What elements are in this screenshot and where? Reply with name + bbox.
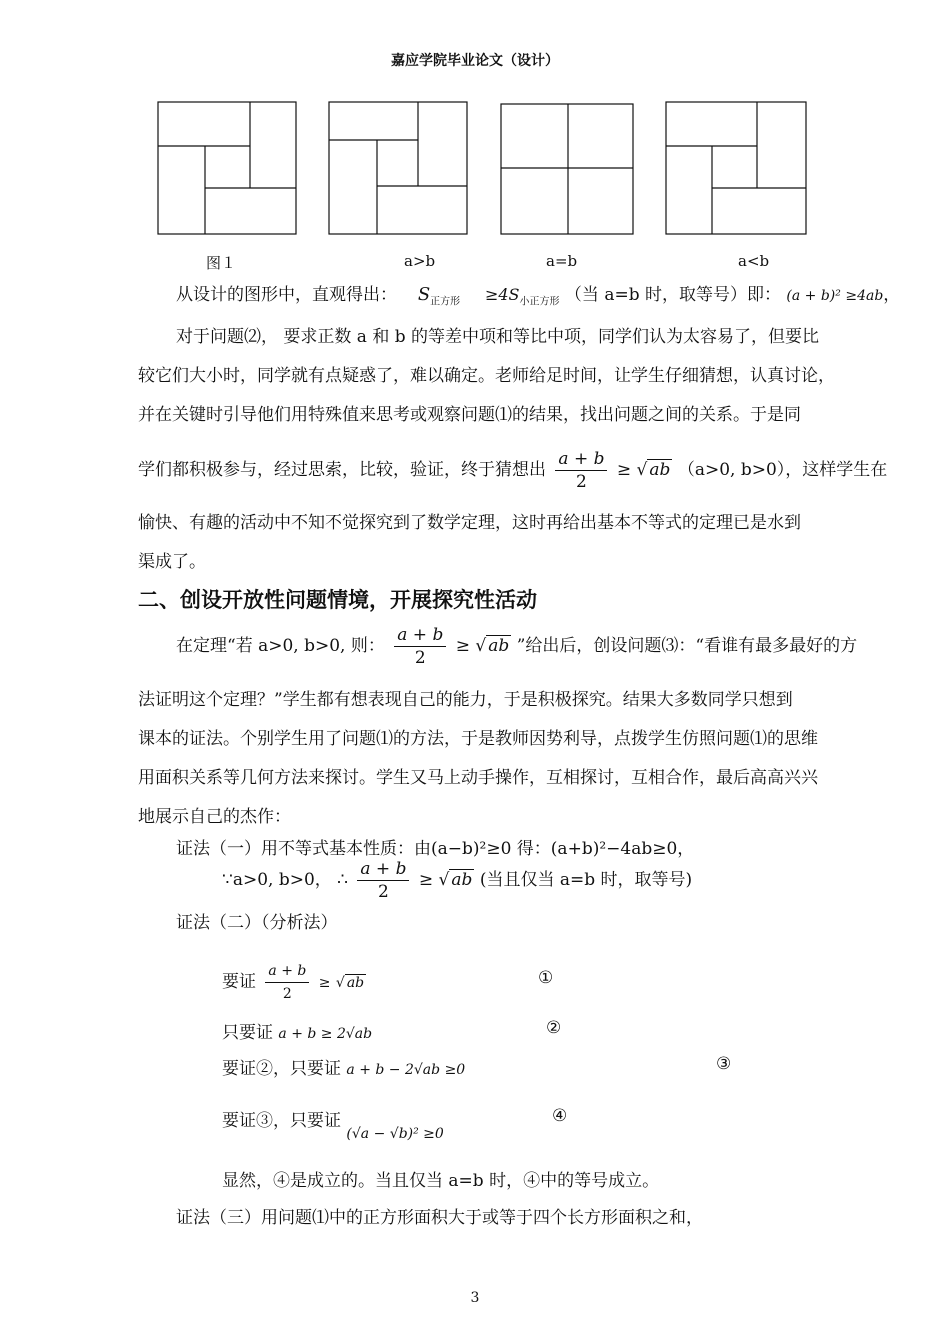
p2-line5: 愉快、有趣的活动中不知不觉探究到了数学定理，这时再给出基本不等式的定理已是水到	[138, 513, 801, 533]
p2-line2: 较它们大小时，同学就有点疑惑了，难以确定。老师给足时间，让学生仔细猜想，认真讨论，	[138, 366, 835, 386]
sqrt-ab: √ ab	[636, 460, 671, 480]
page-header: 嘉应学院毕业论文（设计）	[391, 53, 559, 69]
proof1-line1: 证法（一）用不等式基本性质：由(a−b)²≥0 得：(a+b)²−4ab≥0，	[176, 839, 695, 859]
p2-line1: 对于问题⑵， 要求正数 a 和 b 的等差中项和等比中项，同学们认为太容易了，但要比	[176, 327, 820, 347]
p3-line3: 课本的证法。个别学生用了问题⑴的方法，于是教师因势利导，点拨学生仿照问题⑴的思维	[138, 729, 818, 749]
proof3-line: 证法（三）用问题⑴中的正方形面积大于或等于四个长方形面积之和，	[176, 1208, 703, 1228]
diagram-a-less-b	[666, 102, 806, 234]
p2-line3: 并在关键时引导他们用特殊值来思考或观察问题⑴的结果，找出问题之间的关系。于是同	[138, 405, 801, 425]
step-marker-1: ①	[538, 968, 554, 988]
section-heading: 二、创设开放性问题情境，开展探究性活动	[138, 588, 537, 612]
fraction-a-plus-b-over-2: $\frac{a + b}{2}$	[357, 858, 409, 903]
fraction-a-plus-b-over-2: $\frac{a + b}{2}$	[265, 960, 309, 1005]
caption-a-equal-b: a=b	[546, 252, 578, 270]
step-marker-2: ②	[546, 1018, 562, 1038]
sqrt-ab: √ ab	[475, 636, 510, 656]
proof2-step1: 要证 $\frac{a + b}{2}$ ≥ √ ab	[222, 960, 366, 1005]
caption-a-greater-b: a>b	[404, 252, 436, 270]
step-marker-4: ④	[552, 1106, 568, 1126]
caption-a-less-b: a<b	[738, 252, 770, 270]
p2-line6: 渠成了。	[138, 552, 206, 572]
proof2-title: 证法（二）（分析法）	[176, 913, 338, 933]
proof2-conclusion: 显然，④是成立的。当且仅当 a=b 时，④中的等号成立。	[222, 1171, 660, 1191]
p3-line1: 在定理“若 a>0, b>0, 则： $\frac{a + b}{2}$ ≥ √ ab ”给出后，创设问题⑶：“看谁有最多最好的方	[176, 625, 858, 668]
proof1-line2: ∵a>0, b>0， ∴ $\frac{a + b}{2}$ ≥ √ ab (当且仅当 a=b 时，取等号)	[222, 859, 693, 902]
step-marker-3: ③	[716, 1054, 732, 1074]
proof2-step4: 要证③，只要证 $_{(√a - √b)^2 \ge 0}$	[222, 1111, 444, 1142]
page-number: 3	[470, 1290, 480, 1306]
diagram-a-greater-b	[329, 102, 467, 234]
square-diagrams	[0, 100, 950, 240]
fraction-a-plus-b-over-2: $\frac{a + b}{2}$	[394, 624, 446, 669]
fraction-a-plus-b-over-2: $\frac{a + b}{2}$	[555, 448, 607, 493]
diagram-a-equal-b	[501, 104, 633, 234]
p3-line4: 用面积关系等几何方法来探讨。学生又马上动手操作，互相探讨，互相合作，最后高高兴兴	[138, 768, 818, 788]
p2-line4: 学们都积极参与，经过思索，比较，验证，终于猜想出 $\frac{a + b}{2}$ ≥ √ ab （a>0, b>0），这样学生在	[138, 449, 888, 492]
sqrt-ab: √ ab	[335, 975, 365, 991]
proof2-step3: 要证②，只要证 a + b − 2√ab ≥0	[222, 1059, 466, 1079]
sqrt-ab: √ ab	[438, 870, 473, 890]
caption-fig1: 图１	[206, 254, 237, 272]
proof2-step2: 只要证 a + b ≥ 2√ab	[222, 1023, 373, 1043]
p3-line5: 地展示自己的杰作：	[138, 807, 291, 827]
diagram-fig1	[158, 102, 296, 234]
p3-line2: 法证明这个定理？”学生都有想表现自己的能力，于是积极探究。结果大多数同学只想到	[138, 690, 793, 710]
paragraph-square-inequality: 从设计的图形中，直观得出： $S_{正方形} \ge 4S_{小正方形}$ （当 a=b 时，取等号）即： (a + b)² ≥4ab，	[176, 284, 901, 308]
